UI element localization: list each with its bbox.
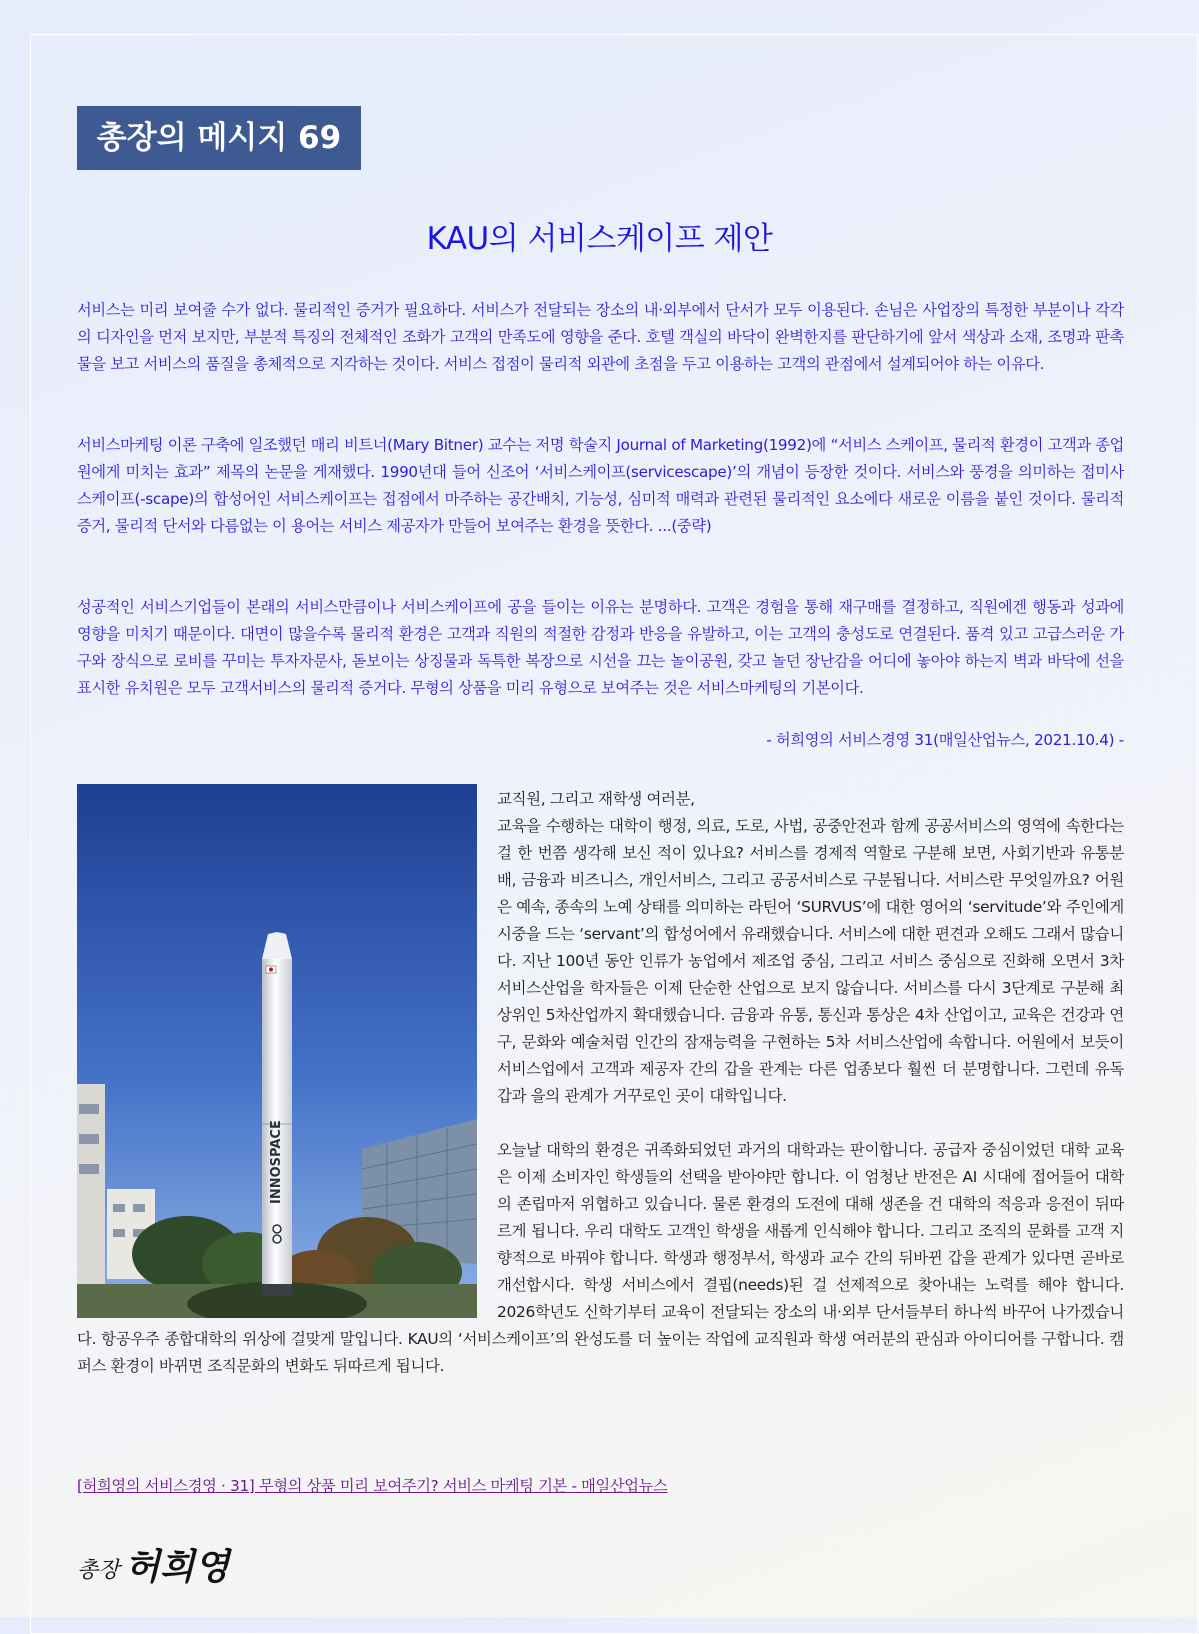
signature — [77, 1535, 247, 1595]
quote-paragraph-3: 성공적인 서비스기업들이 본래의 서비스만큼이나 서비스케이프에 공을 들이는 이유는 분명하다. 고객은 경험을 통해 재구매를 결정하고, 직원에겐 행동과 성과에 영향을 미치기 때문이다. 대면이 많을수록 물리적 환경은 고객과 직원의 적절한 감정과 반응을 유발하고, 이는 고객의 충성도로 연결된다. 품격 있고 고급스러운 가구와 장식으로 로비를 꾸미는 투자자문사, 돋보이는 상징물과 독특한 복장으로 시선을 끄는 놀이공원, 갖고 놀던 장난감을 어디에 놓아야 하는지 벽과 바닥에 선을 표시한 유치원은 모두 고객서비스의 물리적 증거다. 무형의 상품을 미리 유형으로 보여주는 것은 서비스마케팅의 기본이다. — [77, 598, 1124, 697]
quote-paragraph-1: 서비스는 미리 보여줄 수가 없다. 물리적인 증거가 필요하다. 서비스가 전달되는 장소의 내·외부에서 단서가 모두 이용된다. 손님은 사업장의 특정한 부분이나 각각의 디자인을 먼저 보지만, 부분적 특징의 전체적인 조화가 고객의 만족도에 영향을 준다. 호텔 객실의 바닥이 완벽한지를 판단하기에 앞서 색상과 소재, 조명과 판촉물을 보고 서비스의 품질을 총체적으로 지각하는 것이다. 서비스 접점이 물리적 외관에 초점을 두고 이용하는 고객의 관점에서 설계되어야 하는 이유다. — [77, 301, 1124, 373]
signature-title: 총장 — [77, 1558, 120, 1583]
quote-source: - 허희영의 서비스경영 31(매일산업뉴스, 2021.10.4) - — [766, 731, 1124, 749]
page-title: KAU의 서비스케이프 제안 — [426, 221, 773, 257]
signature-name: 허희영 — [125, 1546, 230, 1588]
message-body — [77, 786, 1124, 1380]
article-link[interactable]: [허희영의 서비스경영 · 31] 무형의 상품 미리 보여주기? 서비스 마케팅 기본 - 매일산업뉴스 — [77, 1477, 668, 1495]
greeting: 교직원, 그리고 재학생 여러분, — [497, 790, 695, 808]
body-paragraph-2: 오늘날 대학의 환경은 귀족화되었던 과거의 대학과는 판이합니다. 공급자 중심이었던 대학 교육은 이제 소비자인 학생들의 선택을 받아야만 합니다. 이 엄청난 반전은 AI 시대에 접어들어 대학의 존립마저 위협하고 있습니다. 물론 환경의 도전에 대해 생존을 건 대학의 적응과 응전이 뒤따르게 됩니다. 우리 대학도 고객인 학생을 새롭게 인식해야 합니다. 그리고 조직의 문화를 고객 지향적으로 바꿔야 합니다. 학생과 행정부서, 학생과 교수 간의 뒤바뀐 갑을 관계가 있다면 곧바로 개선합시다. 학생 서비스에서 결핍(needs)된 걸 선제적으로 찾아내는 노력를 해야 합니다. 2026학년도 신학기부터 교육이 전달되는 장소의 내·외부 단서들부터 하나씩 바꾸어 나가겠습니다. 항공우주 종합대학의 위상에 걸맞게 말입니다. KAU의 ‘서비스케이프’의 완성도를 더 높이는 작업에 교직원과 학생 여러분의 관심과 아이디어를 구합니다. 캠퍼스 환경이 바뀌면 조직문화의 변화도 뒤따르게 됩니다. — [77, 1141, 1124, 1375]
body-paragraph-1: 교육을 수행하는 대학이 행정, 의료, 도로, 사법, 공중안전과 함께 공공서비스의 영역에 속한다는 걸 한 번쯤 생각해 보신 적이 있나요? 서비스를 경제적 역할로 구분해 보면, 사회기반과 유통분배, 금융과 비즈니스, 개인서비스, 그리고 공공서비스로 구분됩니다. 서비스란 무엇일까요? 어원은 예속, 종속의 노예 상태를 의미하는 라틴어 ‘SURVUS’에 대한 영어의 ‘servitude’와 주인에게 시중을 드는 ‘servant’의 합성어에서 유래했습니다. 서비스에 대한 편견과 오해도 그래서 많습니다. 지난 100년 동안 인류가 농업에서 제조업 중심, 그리고 서비스 중심으로 진화해 오면서 3차 서비스산업을 학자들은 이제 단순한 산업으로 보지 않습니다. 서비스를 다시 3단계로 구분해 최상위인 5차산업까지 확대했습니다. 금융과 유통, 통신과 통상은 4차 산업이고, 교육은 건강과 연구, 문화와 예술처럼 인간의 잠재능력을 구현하는 5차 서비스산업에 속합니다. 어원에서 보듯이 서비스업에서 고객과 제공자 간의 갑을 관계는 다른 업종보다 훨씬 더 분명합니다. 그런데 유독 갑과 을의 관계가 거꾸로인 곳이 대학입니다. — [497, 817, 1124, 1105]
rocket-logo-text: INNOSPACE — [269, 1120, 284, 1204]
message-number-badge: 총장의 메시지 69 — [77, 106, 361, 170]
quote-paragraph-2: 서비스마케팅 이론 구축에 일조했던 매리 비트너(Mary Bitner) 교수는 저명 학술지 Journal of Marketing(1992)에 “서비스 스케이프, 물리적 환경이 고객과 종업원에게 미치는 효과” 제목의 논문을 게재했다. 1990년대 들어 신조어 ‘서비스케이프(servicescape)’의 개념이 등장한 것이다. 서비스와 풍경을 의미하는 접미사 스케이프(-scape)의 합성어인 서비스케이프는 접점에서 마주하는 공간배치, 기능성, 심미적 매력과 관련된 물리적인 요소에다 새로운 이름을 붙인 것이다. 물리적 증거, 물리적 단서와 다름없는 이 용어는 서비스 제공자가 만들어 보여주는 환경을 뜻한다. ...(중략) — [77, 436, 1124, 535]
photo-space — [77, 786, 497, 1326]
